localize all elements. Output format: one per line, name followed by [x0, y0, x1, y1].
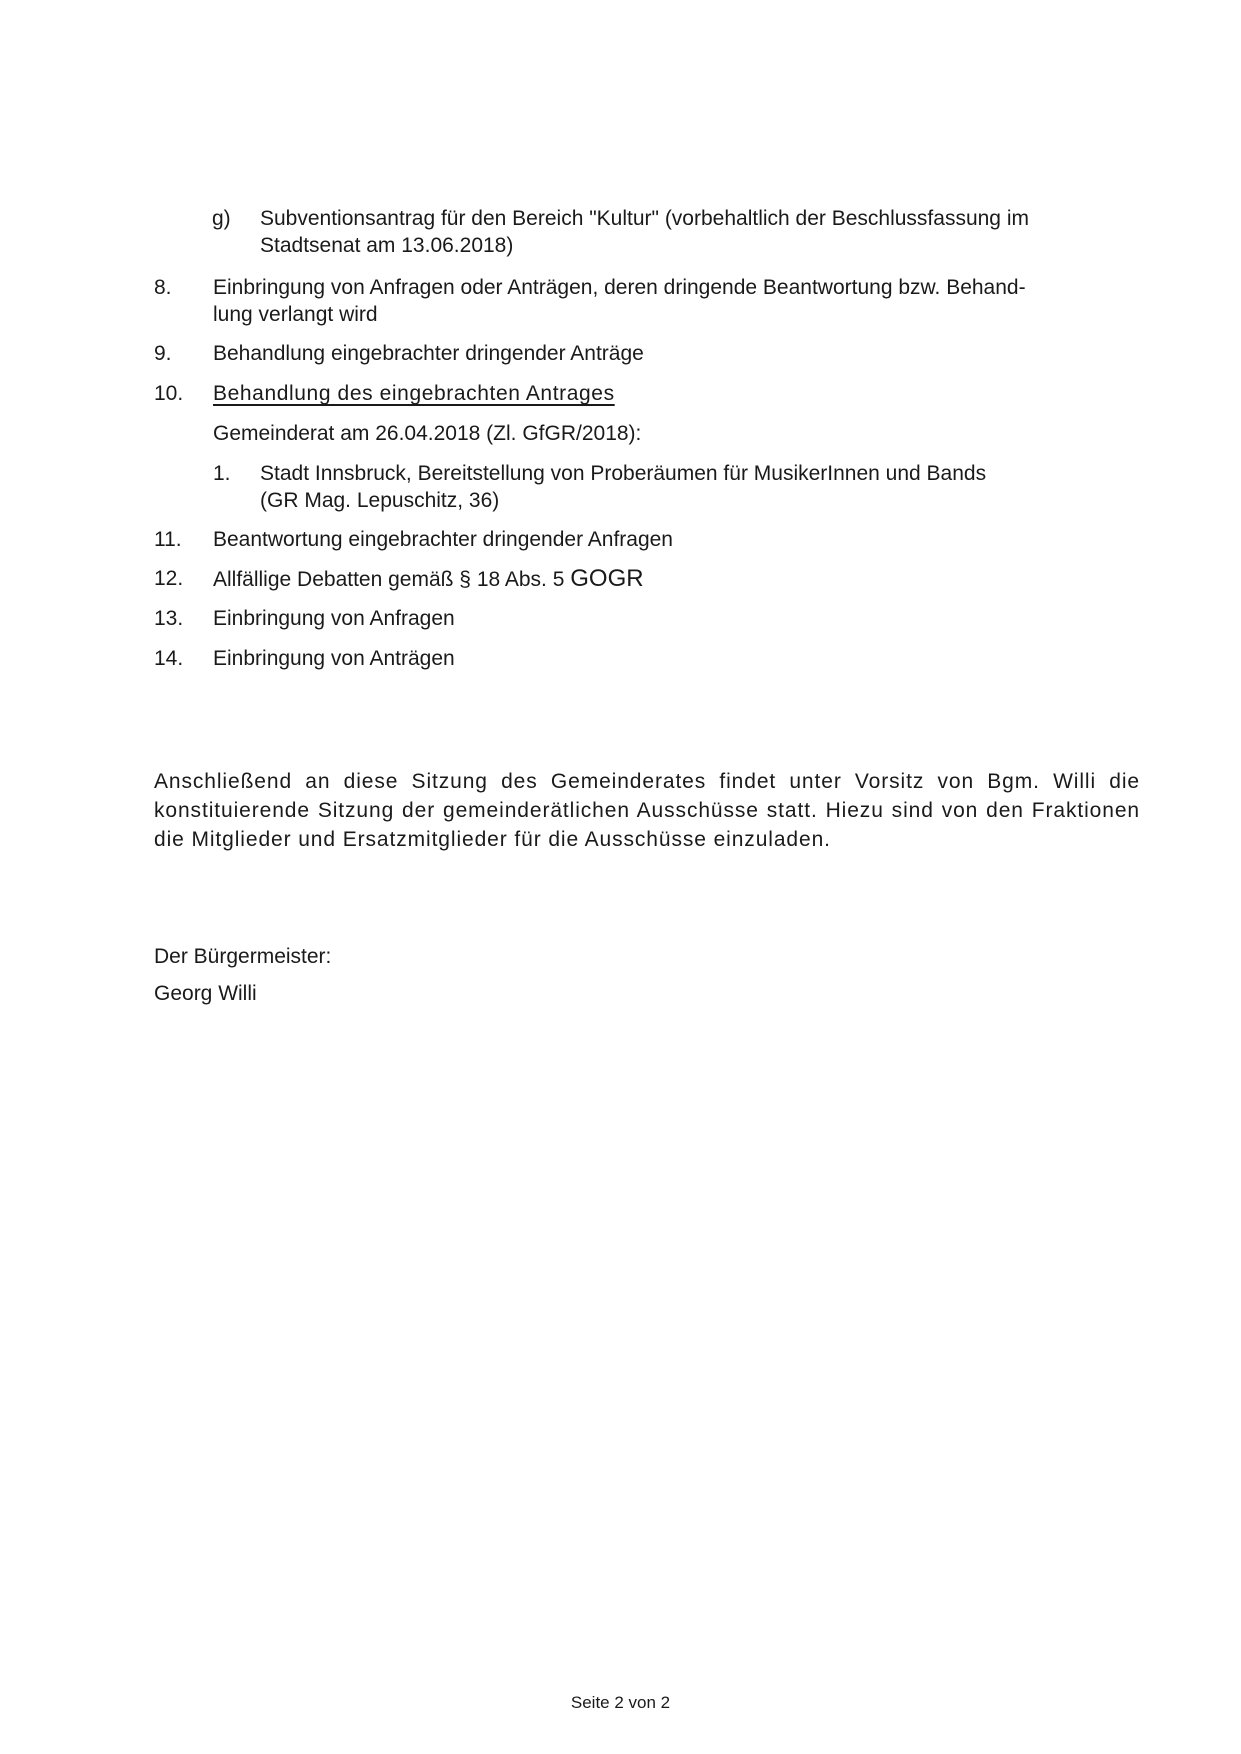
- agenda-item-14-text: Einbringung von Anträgen: [213, 647, 455, 670]
- agenda-item-10-subitem-line2: (GR Mag. Lepuschitz, 36): [260, 489, 500, 512]
- agenda-item-13-text: Einbringung von Anfragen: [213, 607, 455, 630]
- agenda-item-11-text: Beantwortung eingebrachter dringender Anfragen: [213, 528, 673, 551]
- agenda-item-12-main: Allfällige Debatten gemäß § 18 Abs. 5: [213, 568, 565, 591]
- agenda-subitem-text-line2: Stadtsenat am 13.06.2018): [260, 234, 514, 257]
- agenda-item-8-line2: lung verlangt wird: [213, 303, 378, 326]
- agenda-item-number-12: 12.: [154, 567, 184, 590]
- agenda-item-number-8: 8.: [154, 276, 172, 299]
- agenda-item-12-text: [213, 565, 644, 593]
- signature-title: Der Bürgermeister:: [154, 945, 332, 968]
- agenda-item-10-subitem-number: 1.: [213, 462, 231, 485]
- closing-paragraph: Anschließend an diese Sitzung des Gemeinderates findet unter Vorsitz von Bgm. Willi die konstituierende Sitzung der gemeinderätlichen Ausschüsse statt. Hiezu sind von den Fraktionen die Mitglieder und Ersatzmitglieder für die Ausschüsse einzuladen.: [154, 770, 1140, 851]
- agenda-subitem-marker: g): [212, 207, 231, 230]
- agenda-item-number-9: 9.: [154, 342, 172, 365]
- agenda-item-number-11: 11.: [154, 528, 182, 551]
- agenda-item-number-14: 14.: [154, 647, 184, 670]
- agenda-item-number-10: 10.: [154, 382, 184, 405]
- agenda-item-9-text: Behandlung eingebrachter dringender Anträge: [213, 342, 644, 365]
- agenda-item-number-13: 13.: [154, 607, 184, 630]
- agenda-item-12-gogr: GOGR: [570, 565, 644, 592]
- agenda-subitem-text-line1: Subventionsantrag für den Bereich "Kultur" (vorbehaltlich der Beschlussfassung im: [260, 207, 1029, 230]
- signature-name: Georg Willi: [154, 982, 257, 1005]
- agenda-item-10-subheading: Gemeinderat am 26.04.2018 (Zl. GfGR/2018):: [213, 422, 642, 445]
- agenda-item-10-heading: Behandlung des eingebrachten Antrages: [213, 382, 615, 405]
- agenda-item-10-subitem-line1: Stadt Innsbruck, Bereitstellung von Proberäumen für MusikerInnen und Bands: [260, 462, 987, 485]
- page-number-footer: Seite 2 von 2: [570, 1693, 671, 1712]
- agenda-item-8-line1: Einbringung von Anfragen oder Anträgen, deren dringende Beantwortung bzw. Behand-: [213, 276, 1026, 299]
